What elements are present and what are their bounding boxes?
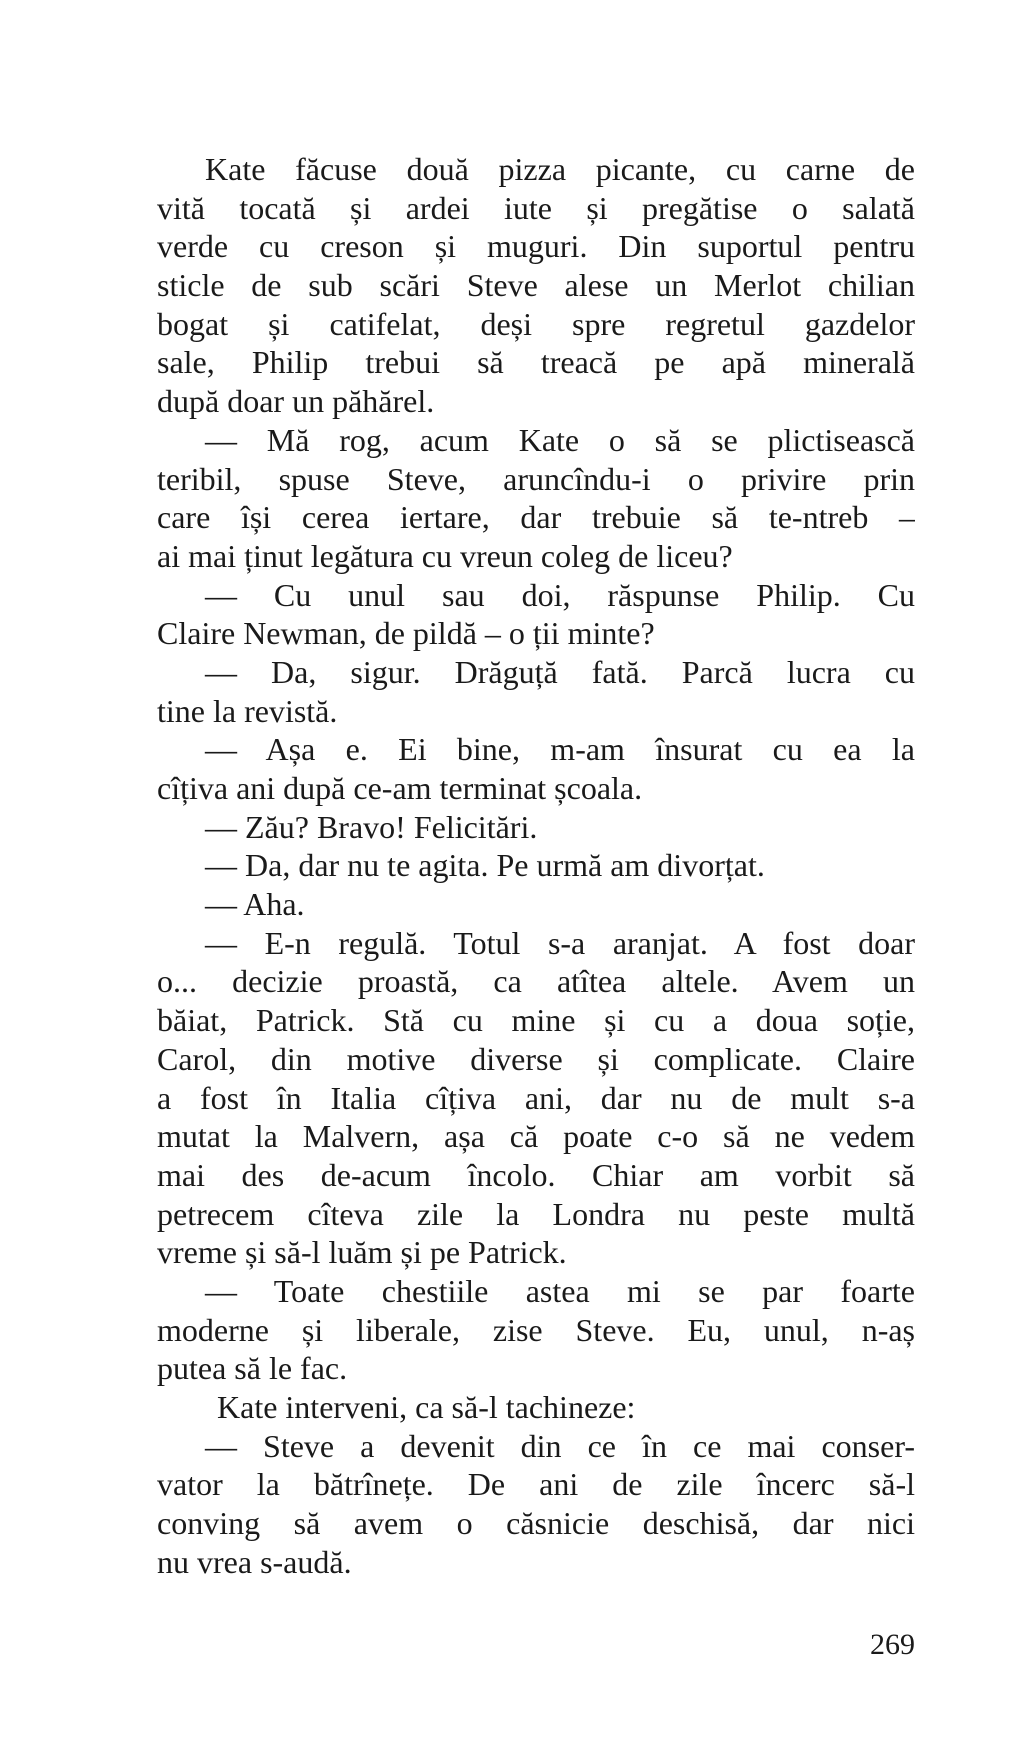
text-line: a fost în Italia cîțiva ani, dar nu de mult s-a (157, 1079, 915, 1116)
text-line: sticle de sub scări Steve alese un Merlot chilian (157, 267, 915, 304)
text-line: băiat, Patrick. Stă cu mine și cu a doua soție, (157, 1002, 915, 1039)
text-line: Carol, din motive diverse și complicate. Claire (157, 1040, 915, 1077)
text-line: — Da, sigur. Drăguță fată. Parcă lucra cu (205, 653, 915, 690)
text-line: sale, Philip trebui să treacă pe apă minerală (157, 344, 915, 381)
text-line: moderne și liberale, zise Steve. Eu, unul, n-aș (157, 1311, 915, 1348)
text-line: Claire Newman, de pildă – o ții minte? (157, 615, 655, 652)
text-line: Kate făcuse două pizza picante, cu carne de (205, 151, 915, 187)
text-line: nu vrea s-audă. (157, 1543, 352, 1580)
text-line: — Da, dar nu te agita. Pe urmă am divorțat. (205, 847, 765, 884)
text-line: ai mai ținut legătura cu vreun coleg de liceu? (157, 537, 733, 574)
text-line: — Aha. (205, 886, 305, 923)
text-line: — Zău? Bravo! Felicitări. (205, 808, 538, 845)
text-line: — Cu unul sau doi, răspunse Philip. Cu (205, 576, 915, 613)
text-line: — E-n regulă. Totul s-a aranjat. A fost doar (205, 924, 915, 961)
text-line: conving să avem o căsnicie deschisă, dar nici (157, 1505, 915, 1542)
text-line: bogat și catifelat, deși spre regretul gazdelor (157, 305, 915, 342)
text-line: vator la bătrînețe. De ani de zile încerc să-l (157, 1466, 915, 1503)
text-line: — Așa e. Ei bine, m-am însurat cu ea la (205, 731, 915, 768)
text-line: teribil, spuse Steve, aruncîndu-i o privire prin (157, 460, 915, 497)
text-line: după doar un păhărel. (157, 383, 435, 420)
body-text (157, 150, 915, 1581)
text-line: o... decizie proastă, ca atîtea altele. Avem un (157, 963, 915, 1000)
text-line: verde cu creson și muguri. Din suportul pentru (157, 228, 915, 265)
text-line: Kate interveni, ca să-l tachineze: (217, 1389, 636, 1425)
text-line: care își cerea iertare, dar trebuie să te-ntreb – (157, 499, 915, 536)
text-line: mai des de-acum încolo. Chiar am vorbit să (157, 1156, 915, 1193)
text-line: petrecem cîteva zile la Londra nu peste multă (157, 1195, 915, 1232)
text-line: vită tocată și ardei iute și pregătise o salată (157, 189, 915, 226)
text-line: — Toate chestiile astea mi se par foarte (205, 1272, 915, 1309)
text-line: tine la revistă. (157, 692, 338, 729)
text-line: — Steve a devenit din ce în ce mai conser- (205, 1427, 915, 1464)
text-line: mutat la Malvern, așa că poate c-o să ne vedem (157, 1118, 915, 1155)
text-line: putea să le fac. (157, 1350, 348, 1387)
text-line: cîțiva ani după ce-am terminat școala. (157, 770, 643, 806)
text-line: — Mă rog, acum Kate o să se plictisească (205, 421, 915, 458)
page-number: 269 (870, 1628, 915, 1661)
text-line: vreme și să-l luăm și pe Patrick. (157, 1234, 567, 1271)
